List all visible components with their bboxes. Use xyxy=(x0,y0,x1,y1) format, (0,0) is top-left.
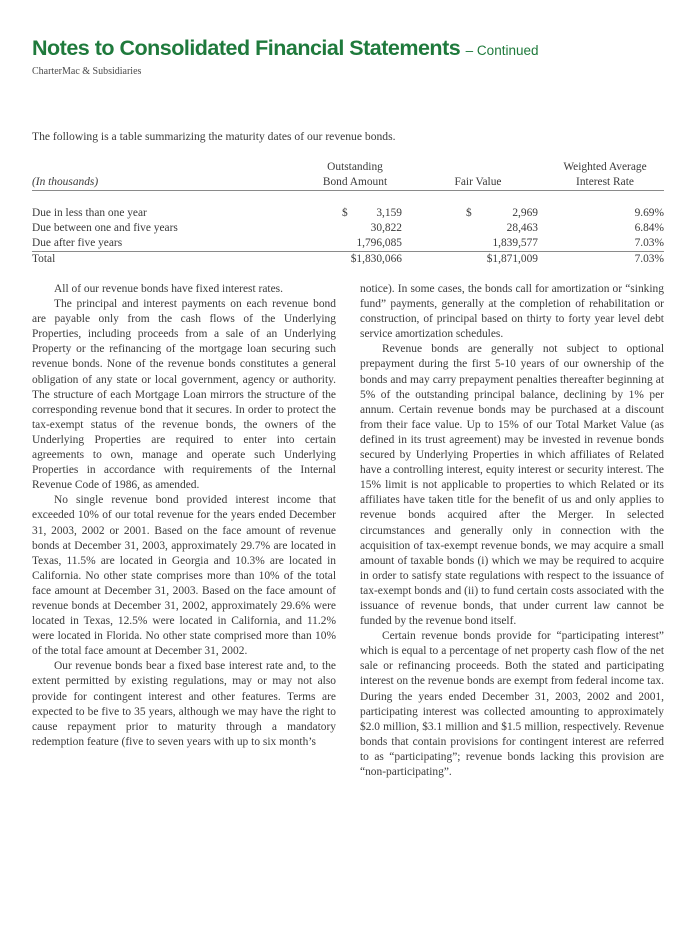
col-header-bond-amount: Bond Amount xyxy=(300,175,410,191)
total-label: Total xyxy=(32,252,300,268)
page-title xyxy=(32,36,538,61)
paragraph-continued: notice). In some cases, the bonds call for amortization or “sinking fund” payments, generally at the completion of rehabilitation or construction, of principal based on thirty to forty year level debt service amortization schedules. xyxy=(360,283,664,341)
table-row xyxy=(32,221,664,236)
table-header-row-1 xyxy=(32,160,664,175)
col-header-outstanding: Outstanding xyxy=(327,161,383,173)
fair-value: 2,969 xyxy=(512,207,538,219)
row-label: Due between one and five years xyxy=(32,222,178,234)
units-label: (In thousands) xyxy=(32,175,300,191)
body-column-left xyxy=(32,282,336,750)
paragraph: Our revenue bonds bear a fixed base interest rate and, to the extent permitted by existing regulations, may or may not also provide for contingent interest and other features. Terms are expected to be five to 35 years, although we may have the right to cause repayment prior to maturity through a mandatory redemption feature (five to seven years with up to six month’s xyxy=(32,660,336,748)
paragraph: All of our revenue bonds have fixed interest rates. xyxy=(54,283,283,295)
bond-amount: 1,796,085 xyxy=(356,237,402,249)
table-total-row xyxy=(32,252,664,268)
fair-value: 28,463 xyxy=(506,222,538,234)
bond-amount: 3,159 xyxy=(376,207,402,219)
currency-symbol: $ xyxy=(466,207,472,219)
paragraph: Certain revenue bonds provide for “participating interest” which is equal to a percentage of net property cash flow of the net sale or refinancing proceeds. Both the stated and participating interest on the revenue bonds are exempt from federal income tax. During the years ended December 31, 2003, 2002 and 2001, participating interest was collected amounting to approximately $2.0 million, $3.1 million and $1.5 million, respectively. Revenue bonds that contain provisions for contingent interest are referred to as “participating”; revenue bonds lacking this provision are “non-participating”. xyxy=(360,630,664,778)
maturity-table xyxy=(32,160,664,267)
body-column-right xyxy=(360,282,664,780)
intro-text: The following is a table summarizing the maturity dates of our revenue bonds. xyxy=(32,130,396,143)
col-header-fair-value: Fair Value xyxy=(410,175,546,191)
interest-rate: 7.03% xyxy=(634,237,664,249)
interest-rate: 6.84% xyxy=(634,222,664,234)
paragraph: The principal and interest payments on each revenue bond are payable only from the cash flows of the Underlying Properties, including proceeds from a sale of an Underlying Property or the refinancing of the mortgage loan securing such revenue bonds. None of the revenue bonds constitutes a general obligation of any state or local government, agency or authority. The structure of each Mortgage Loan mirrors the structure of the corresponding revenue bond that it secures. In order to protect the tax-exempt status of the revenue bonds, the owners of the Underlying Properties are required to enter into certain agreements to own, manage and operate such Underlying Properties in accordance with requirements of the Internal Revenue Code of 1986, as amended. xyxy=(32,298,336,492)
table-row xyxy=(32,236,664,252)
title-main: Notes to Consolidated Financial Statements xyxy=(32,36,461,60)
col-header-interest-rate: Interest Rate xyxy=(546,175,664,191)
row-label: Due in less than one year xyxy=(32,207,147,219)
total-interest-rate: 7.03% xyxy=(546,252,664,268)
paragraph: Revenue bonds are generally not subject to optional prepayment during the first 5-10 years of our ownership of the bonds and may carry prepayment penalties thereafter beginning at 5% of the outstanding principal balance, declining by 1% per annum. Certain revenue bonds may be purchased at a discount from their face value. Up to 15% of our Total Market Value (as defined in its trust agreement) may be invested in revenue bonds secured by Underlying Properties in which affiliates of Related have a controlling interest, equity interest or security interest. The 15% limit is not applicable to properties to which Related or its affiliates have taken title for the benefit of us and only applies to revenue bonds acquired after the Merger. In selected circumstances and generally only in connection with the acquisition of tax-exempt revenue bonds, we may acquire a small amount of taxable bonds (i) which we may be required to acquire in order to satisfy state regulations with respect to the issuance of tax-exempt bonds and (ii) to fund certain costs associated with the issuance of revenue bonds, that under current law cannot be funded by the revenue bond itself. xyxy=(360,343,664,628)
fair-value: 1,839,577 xyxy=(492,237,538,249)
table-header-row-2 xyxy=(32,175,664,191)
bond-amount: 30,822 xyxy=(370,222,402,234)
row-label: Due after five years xyxy=(32,237,123,249)
currency-symbol: $ xyxy=(342,207,348,219)
title-continued: – Continued xyxy=(465,43,539,58)
company-name: CharterMac & Subsidiaries xyxy=(32,66,142,77)
paragraph: No single revenue bond provided interest income that exceeded 10% of our total revenue for the years ended December 31, 2003, 2002 or 2001. Based on the face amount of revenue bonds at December 31, 2003, approximately 29.7% are located in Texas, 11.5% are located in Georgia and 10.3% are located in California. No other state comprises more than 10% of the total face amount at December 31, 2003. Based on the face amount of revenue bonds at December 31, 2002, approximately 29.6% were located in Texas, 12.5% were located in California, and 11.2% were located in Florida. No other state comprised more than 10% of the total face amount at December 31, 2002. xyxy=(32,494,336,658)
table-row xyxy=(32,206,664,221)
col-header-weighted-average: Weighted Average xyxy=(563,161,647,173)
total-bond-amount: $1,830,066 xyxy=(300,252,410,268)
total-fair-value: $1,871,009 xyxy=(410,252,546,268)
interest-rate: 9.69% xyxy=(634,207,664,219)
